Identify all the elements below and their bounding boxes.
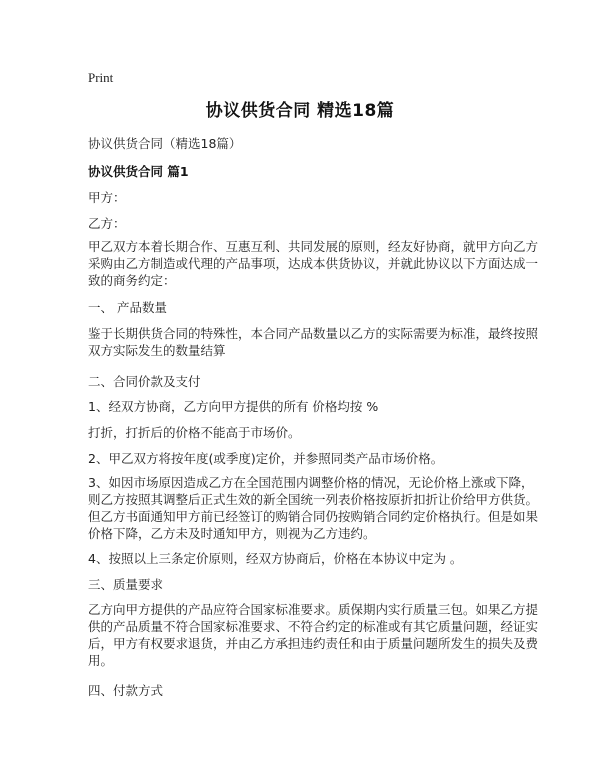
heading-quantity: 一、 产品数量 [88, 300, 167, 315]
price-item-1: 1、经双方协商，乙方向甲方提供的所有 价格均按 % [88, 399, 379, 414]
price-item-3-line: 价格下降，乙方未及时通知甲方，则视为乙方违约。 [88, 526, 376, 541]
document-subtitle: 协议供货合同（精选18篇） [88, 136, 242, 151]
quality-paragraph [88, 601, 539, 669]
party-a-label: 甲方： [88, 190, 126, 205]
quality-line: 供的产品质量不符合国家标准要求、不符合约定的标准或有其它质量问题，经证实 [88, 619, 539, 634]
heading-quality: 三、质量要求 [88, 577, 164, 592]
quality-line: 乙方向甲方提供的产品应符合国家标准要求。质保期内实行质量三包。如果乙方提 [88, 602, 539, 617]
heading-payment-method: 四、付款方式 [88, 683, 164, 698]
intro-paragraph [88, 238, 539, 289]
price-item-3 [88, 474, 539, 542]
quality-line: 用。 [88, 653, 114, 668]
quantity-line: 双方实际发生的数量结算 [88, 343, 226, 358]
heading-price-payment: 二、合同价款及支付 [88, 374, 201, 389]
price-item-2: 2、甲乙双方将按年度(或季度)定价，并参照同类产品市场价格。 [88, 451, 444, 466]
intro-line: 采购由乙方制造或代理的产品事项，达成本供货协议，并就此协议以下方面达成一 [88, 256, 539, 271]
quantity-line: 鉴于长期供货合同的特殊性，本合同产品数量以乙方的实际需要为标准，最终按照 [88, 326, 539, 341]
price-item-4: 4、按照以上三条定价原则，经双方协商后，价格在本协议中定为 。 [88, 551, 463, 566]
print-link[interactable]: Print [88, 70, 114, 85]
section-title: 协议供货合同 篇1 [88, 164, 189, 179]
price-item-3-line: 3、如因市场原因造成乙方在全国范围内调整价格的情况，无论价格上涨或下降， [88, 475, 534, 490]
price-item-1-continued: 打折，打折后的价格不能高于市场价。 [88, 425, 301, 440]
quantity-paragraph [88, 325, 539, 359]
party-b-label: 乙方： [88, 216, 126, 231]
price-item-3-line: 但乙方书面通知甲方前已经签订的购销合同仍按购销合同约定价格执行。但是如果 [88, 509, 539, 524]
intro-line: 甲乙双方本着长期合作、互惠互利、共同发展的原则，经友好协商，就甲方向乙方 [88, 239, 539, 254]
price-item-3-line: 则乙方按照其调整后正式生效的新全国统一列表价格按原折扣折让价给甲方供货。 [88, 492, 539, 507]
quality-line: 后，甲方有权要求退货，并由乙方承担违约责任和由于质量问题所发生的损失及费 [88, 636, 539, 651]
intro-line: 致的商务约定： [88, 273, 176, 288]
page-title: 协议供货合同 精选18篇 [205, 101, 395, 121]
